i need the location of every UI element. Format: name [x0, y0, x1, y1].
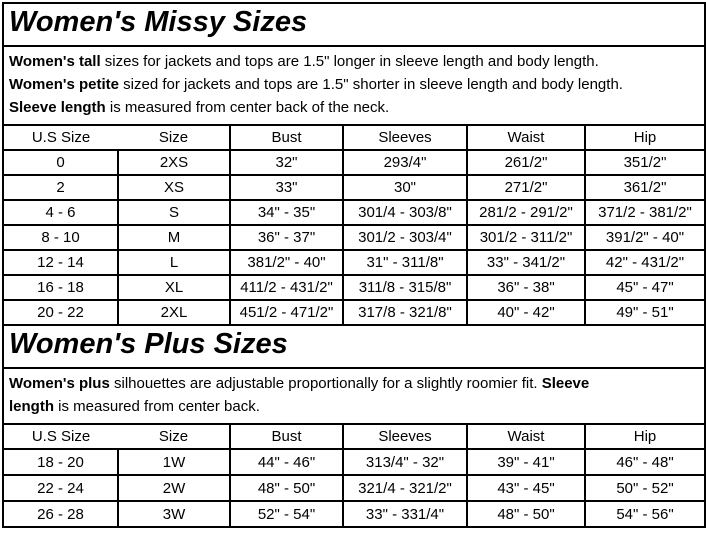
cell: 32" — [230, 150, 343, 175]
plus-notes-row — [3, 368, 705, 424]
cell: 36" - 37" — [230, 225, 343, 250]
column-header-us-size: U.S Size — [3, 424, 118, 449]
missy-notes-row — [3, 46, 705, 125]
cell: 8 - 10 — [3, 225, 118, 250]
cell: 2W — [118, 475, 230, 501]
cell: 293/4" — [343, 150, 467, 175]
cell: 411/2 - 431/2" — [230, 275, 343, 300]
cell: 36" - 38" — [467, 275, 585, 300]
note-text: sized for jackets and tops are 1.5" shorter in sleeve length and body length. — [118, 76, 623, 93]
cell: S — [118, 200, 230, 225]
plus-header-row — [3, 424, 705, 449]
missy-section — [3, 3, 705, 150]
cell: 321/4 - 321/2" — [343, 475, 467, 501]
cell: XS — [118, 175, 230, 200]
column-header-us-size: U.S Size — [3, 125, 118, 150]
column-header-size: Size — [118, 125, 230, 150]
cell: 317/8 - 321/8" — [343, 300, 467, 325]
note-line — [9, 96, 699, 119]
cell: 30" — [343, 175, 467, 200]
note-bold-text: Sleeve length — [9, 99, 106, 116]
cell: 281/2 - 291/2" — [467, 200, 585, 225]
cell: 48" - 50" — [230, 475, 343, 501]
cell: 0 — [3, 150, 118, 175]
note-text: is measured from center back of the neck. — [105, 99, 390, 116]
cell: 301/4 - 303/8" — [343, 200, 467, 225]
note-line — [9, 372, 699, 395]
cell: 52" - 54" — [230, 501, 343, 527]
cell: 3W — [118, 501, 230, 527]
missy-title-row — [3, 3, 705, 46]
cell: 381/2" - 40" — [230, 250, 343, 275]
column-header-hip: Hip — [585, 125, 705, 150]
cell: 16 - 18 — [3, 275, 118, 300]
cell: 18 - 20 — [3, 449, 118, 475]
cell: 20 - 22 — [3, 300, 118, 325]
plus-title-row — [3, 325, 705, 368]
missy-notes — [3, 46, 705, 125]
cell: 33" - 341/2" — [467, 250, 585, 275]
cell: 12 - 14 — [3, 250, 118, 275]
cell: 31" - 311/8" — [343, 250, 467, 275]
cell: 26 - 28 — [3, 501, 118, 527]
cell: 361/2" — [585, 175, 705, 200]
column-header-waist: Waist — [467, 424, 585, 449]
column-header-size: Size — [118, 424, 230, 449]
cell: L — [118, 250, 230, 275]
cell: 261/2" — [467, 150, 585, 175]
plus-notes — [3, 368, 705, 424]
note-text: is measured from center back. — [54, 398, 260, 415]
table-row — [3, 300, 705, 325]
cell: 50" - 52" — [585, 475, 705, 501]
cell: 2XL — [118, 300, 230, 325]
column-header-sleeves: Sleeves — [343, 125, 467, 150]
table-row — [3, 175, 705, 200]
table-row — [3, 275, 705, 300]
table-row — [3, 200, 705, 225]
table-row — [3, 150, 705, 175]
table-row — [3, 225, 705, 250]
cell: 451/2 - 471/2" — [230, 300, 343, 325]
note-line — [9, 395, 699, 418]
size-chart-table — [2, 2, 706, 528]
note-bold-text: Sleeve — [541, 375, 590, 392]
cell: 271/2" — [467, 175, 585, 200]
cell: 46" - 48" — [585, 449, 705, 475]
cell: 42" - 431/2" — [585, 250, 705, 275]
cell: 43" - 45" — [467, 475, 585, 501]
note-bold-text: Women's tall — [9, 53, 101, 70]
cell: 44" - 46" — [230, 449, 343, 475]
plus-data-rows — [3, 449, 705, 527]
note-text: silhouettes are adjustable proportionally for a slightly roomier fit. — [109, 375, 542, 392]
cell: 351/2" — [585, 150, 705, 175]
cell: 391/2" - 40" — [585, 225, 705, 250]
cell: 22 - 24 — [3, 475, 118, 501]
cell: 2XS — [118, 150, 230, 175]
missy-section-title: Women's Missy Sizes — [3, 3, 705, 46]
cell: 371/2 - 381/2" — [585, 200, 705, 225]
cell: 2 — [3, 175, 118, 200]
cell: XL — [118, 275, 230, 300]
cell: M — [118, 225, 230, 250]
column-header-sleeves: Sleeves — [343, 424, 467, 449]
cell: 34" - 35" — [230, 200, 343, 225]
cell: 301/2 - 303/4" — [343, 225, 467, 250]
note-bold-text: Women's petite — [9, 76, 119, 93]
cell: 54" - 56" — [585, 501, 705, 527]
cell: 45" - 47" — [585, 275, 705, 300]
plus-section — [3, 325, 705, 449]
note-line — [9, 50, 699, 73]
table-row — [3, 501, 705, 527]
table-row — [3, 449, 705, 475]
table-row — [3, 475, 705, 501]
cell: 313/4" - 32" — [343, 449, 467, 475]
note-bold-text: length — [9, 398, 54, 415]
column-header-bust: Bust — [230, 125, 343, 150]
column-header-hip: Hip — [585, 424, 705, 449]
cell: 40" - 42" — [467, 300, 585, 325]
cell: 48" - 50" — [467, 501, 585, 527]
column-header-bust: Bust — [230, 424, 343, 449]
missy-header-row — [3, 125, 705, 150]
missy-data-rows — [3, 150, 705, 325]
cell: 49" - 51" — [585, 300, 705, 325]
note-line — [9, 73, 699, 96]
plus-section-title: Women's Plus Sizes — [3, 325, 705, 368]
note-bold-text: Women's plus — [9, 375, 110, 392]
cell: 33" — [230, 175, 343, 200]
cell: 4 - 6 — [3, 200, 118, 225]
note-text: sizes for jackets and tops are 1.5" longer in sleeve length and body length. — [100, 53, 599, 70]
cell: 301/2 - 311/2" — [467, 225, 585, 250]
column-header-waist: Waist — [467, 125, 585, 150]
table-row — [3, 250, 705, 275]
cell: 33" - 331/4" — [343, 501, 467, 527]
cell: 39" - 41" — [467, 449, 585, 475]
cell: 311/8 - 315/8" — [343, 275, 467, 300]
cell: 1W — [118, 449, 230, 475]
